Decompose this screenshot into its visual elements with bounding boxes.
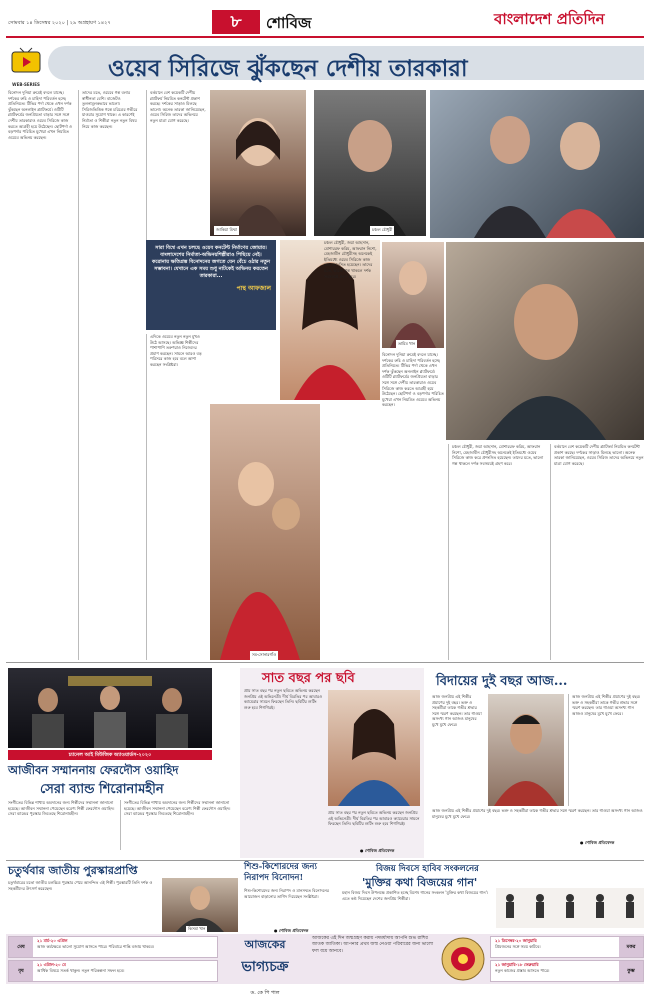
lead-pullquote: সারা বিশ্বে এখন চলছে ওয়েব কনটেন্ট নির্মাণের জোয়ার। বাংলাদেশের নির্মাতা-অভিনয়শিল্পীরাও পিছিয়ে নেই। করোনায় ক্ষতিগ্রস্ত বিনোদনের জগতে যেন বেঁচে ওঠার নতুন সম্ভাবনা। যেখানে এক সময় শুধু নাটকেই অভিনয় করতেন তারকারা... (151, 245, 271, 279)
two-years-body-3: আজ জনপ্রিয় এই শিল্পীর প্রয়াণের দুই বছর। ভক্ত ও সহকর্মীরা তাকে গভীর শ্রদ্ধার সঙ্গে স্মরণ করছেন। তার গাওয়া অসংখ্য গান আজও মানুষের মুখে মুখে ফেরে। (432, 808, 643, 819)
photo-caption-jakia: জাকিয়া মিম্মা (214, 226, 239, 235)
web-series-icon (8, 46, 44, 86)
section-title: শোবিজ (266, 14, 312, 32)
safe-children-credit: ● শোবিজ প্রতিবেদক (274, 928, 309, 933)
awards-banner: চ্যানেল আই মিউজিক অ্যাওয়ার্ডস-২০২০ (8, 750, 212, 760)
awards-body-2: সংগীতের বিভিন্ন শাখায় অবদানের জন্য শিল্পীদের সম্মাননা জানানো হয়েছে। আজীবন সম্মাননা পেয়েছেন বরেণ্য শিল্পী ফেরদৌস ওয়াহিদ। সেরা ব্যান্ডের পুরস্কার জিতেছে শিরোনামহীন। (120, 800, 232, 850)
sign-text: প্রিয়জনের সঙ্গে সময় কাটবে। (495, 944, 541, 949)
section-rule-1 (6, 662, 644, 663)
zodiac-wheel-icon (440, 936, 486, 982)
lead-text-col-1: বিনোদন দুনিয়া ক্রমেই বদলে যাচ্ছে। দর্শকের রুচি ও চাহিদা পরিবর্তন হচ্ছে প্রতিনিয়ত। টিভির পর্দা থেকে এখন দর্শক ঝুঁকছেন অনলাইন প্ল্যাটফর্মে। ওটিটি প্ল্যাটফর্মের জনপ্রিয়তা বাড়ার সঙ্গে সঙ্গে দেশীয় তারকারাও ওয়েব সিরিজে কাজ করতে আগ্রহী হয়ে উঠেছেন। ছোটপর্দা ও বড়পর্দার পরিচিত মুখেরা এখন নিয়মিত ওয়েবে অভিনয় করছেন। (8, 90, 72, 140)
lead-text-col-5a: চঞ্চল চৌধুরী, জয়া আহসান, মোশাররফ করিম, আফরান নিশো, মেহজাবীন চৌধুরীসহ অনেকেই ইতিমধ্যে ওয়েব সিরিজে কাজ করে প্রশংসিত হয়েছেন। তাদের মতে, ভালো গল্প থাকলে দর্শক সবসময়ই গ্রহণ করে। (324, 240, 377, 279)
safe-children-headline: শিশু-কিশোরদের জন্য নিরাপদ বিনোদন! (244, 862, 317, 883)
sign-box (8, 960, 218, 982)
seven-years-body-2: প্রায় সাত বছর পর নতুন ছবিতে অভিনয় করছেন জনপ্রিয় এই অভিনেত্রী। দীর্ঘ বিরতির পর আবারও ক্যামেরার সামনে ফিরছেন তিনি। ছবিটির শুটিং শুরু হবে শিগগিরই। (328, 810, 420, 827)
header-rule (6, 36, 644, 38)
national-photo-caption: কিসমা খান (188, 926, 206, 931)
safe-children-body: শিশু-কিশোরদের জন্য নিরাপদ ও মানসম্মত বিনোদনের আয়োজন বাড়ানোর তাগিদ দিয়েছেন সংশ্লিষ্টরা। (244, 888, 329, 899)
sign-range: ২১ মার্চ-২০ এপ্রিল (37, 938, 68, 943)
lead-photo-tamim (382, 242, 444, 348)
date-line: সোমবার ১৪ ডিসেম্বর ২০২০ | ২৯ অগ্রহায়ণ ১৪২৭ (8, 20, 111, 26)
photo-caption-tamim: তামিম খান (396, 340, 417, 349)
victory-photo (496, 888, 644, 928)
lead-text-col-6: বিনোদন দুনিয়া ক্রমেই বদলে যাচ্ছে। দর্শকের রুচি ও চাহিদা পরিবর্তন হচ্ছে প্রতিনিয়ত। টিভির পর্দা থেকে এখন দর্শক ঝুঁকছেন অনলাইন প্ল্যাটফর্মে। ওটিটি প্ল্যাটফর্মের জনপ্রিয়তা বাড়ার সঙ্গে সঙ্গে দেশীয় তারকারাও ওয়েব সিরিজে কাজ করতে আগ্রহী হয়ে উঠেছেন। ছোটপর্দা ও বড়পর্দার পরিচিত মুখেরা এখন নিয়মিত ওয়েবে অভিনয় করছেন। (382, 352, 444, 408)
national-photo (162, 878, 238, 932)
section-rule-2 (6, 860, 644, 861)
sign-range: ২১ এপ্রিল-২০ মে (37, 962, 66, 967)
horoscope-author: ড. কে পি পাল (247, 990, 284, 998)
victory-headline-1: বিজয় দিবসে হাবিব সংকলনের (376, 864, 479, 874)
lead-headline: ওয়েব সিরিজে ঝুঁকছেন দেশীয় তারকারা (108, 55, 468, 82)
two-years-photo (488, 694, 564, 806)
two-years-credit: ● শোবিজ প্রতিবেদক (580, 840, 615, 845)
lead-photo-man (446, 242, 644, 440)
seven-years-headline: সাত বছর পর ছবি (262, 671, 355, 686)
sign-text: আর্থিক বিষয়ে সতর্ক থাকুন। নতুন পরিকল্পনা সফল হবে। (37, 968, 125, 973)
lead-text-col-4: এদিকে ওয়েবে নতুন নতুন মুখও উঠে আসছে। অভিজ্ঞ শিল্পীদের পাশাপাশি তরুণরাও নিজেদের প্রমাণ করছেন। সামনে আরও বড় পরিসরে কাজ হবে বলে আশা করছেন সংশ্লিষ্টরা। (146, 334, 206, 660)
seven-years-body-1: প্রায় সাত বছর পর নতুন ছবিতে অভিনয় করছেন জনপ্রিয় এই অভিনেত্রী। দীর্ঘ বিরতির পর আবারও ক্যামেরার সামনে ফিরছেন তিনি। ছবিটির শুটিং শুরু হবে শিগগিরই। (244, 688, 323, 710)
national-body: চতুর্থবারের মতো জাতীয় চলচ্চিত্র পুরস্কার পেয়ে আনন্দিত এই শিল্পী। পুরস্কারটি তিনি দর্শক ও সহকর্মীদের উৎসর্গ করেছেন। (8, 880, 153, 891)
two-years-headline: বিদায়ের দুই বছর আজ... (436, 674, 568, 689)
sign-name: মেষ (9, 937, 33, 957)
sign-name: কুম্ভ (619, 961, 643, 981)
lead-photo-chanchal (314, 90, 426, 236)
seven-years-photo (328, 690, 420, 806)
page-number: ৮ (230, 12, 242, 32)
victory-headline-2: 'মুক্তির কথা বিজয়ের গান' (362, 876, 478, 889)
seven-years-credit: ● শোবিজ প্রতিবেদক (360, 848, 395, 853)
national-headline: চতুর্থবার জাতীয় পুরস্কারপ্রাপ্তি (8, 864, 138, 877)
sign-name: মকর (619, 937, 643, 957)
awards-body-1: সংগীতের বিভিন্ন শাখায় অবদানের জন্য শিল্পীদের সম্মাননা জানানো হয়েছে। আজীবন সম্মাননা পেয়েছেন বরেণ্য শিল্পী ফেরদৌস ওয়াহিদ। সেরা ব্যান্ডের পুরস্কার জিতেছে শিরোনামহীন। (8, 800, 115, 817)
lead-text-col-2: তাদের মতে, ওয়েবে গল্প বলার স্বাধীনতা বেশি। বাজেটও তুলনামূলকভাবে ভালো। সিরিজভিত্তিক গল্পে চরিত্রের গভীরে যাওয়ার সুযোগ থাকে। এ কারণেই নির্মাতা ও শিল্পীরা নতুন নতুন বিষয় নিয়ে কাজ করছেন। (78, 90, 142, 660)
page-header (0, 0, 650, 40)
lead-text-col-7: চঞ্চল চৌধুরী, জয়া আহসান, মোশাররফ করিম, আফরান নিশো, মেহজাবীন চৌধুরীসহ অনেকেই ইতিমধ্যে ওয়েব সিরিজে কাজ করে প্রশংসিত হয়েছেন। তাদের মতে, ভালো গল্প থাকলে দর্শক সবসময়ই গ্রহণ করে। (448, 444, 546, 660)
awards-headline-1: আজীবন সম্মাননায় ফেরদৌস ওয়াহিদ (8, 763, 179, 777)
horoscope-title-1: আজকের (244, 938, 286, 951)
sign-text: নতুন কাজের প্রস্তাব আসতে পারে। (495, 968, 550, 973)
sign-box (8, 936, 218, 958)
two-years-body-2: আজ জনপ্রিয় এই শিল্পীর প্রয়াণের দুই বছর। ভক্ত ও সহকর্মীরা তাকে গভীর শ্রদ্ধার সঙ্গে স্মরণ করছেন। তার গাওয়া অসংখ্য গান আজও মানুষের মুখে মুখে ফেরে। (568, 694, 644, 806)
lead-text-col-3: বর্তমানে বেশ কয়েকটি দেশীয় প্ল্যাটফর্ম নিয়মিত কনটেন্ট প্রকাশ করছে। দর্শকের সাড়াও মিলছে ভালো। অনেক তারকা জানিয়েছেন, ওয়েব সিরিজ তাদের অভিনয়ে নতুন মাত্রা যোগ করেছে। (146, 90, 206, 240)
web-series-badge: WEB-SERIES (12, 82, 40, 87)
lead-text-col-8: বর্তমানে বেশ কয়েকটি দেশীয় প্ল্যাটফর্ম নিয়মিত কনটেন্ট প্রকাশ করছে। দর্শকের সাড়াও মিলছে ভালো। অনেক তারকা জানিয়েছেন, ওয়েব সিরিজ তাদের অভিনয়ে নতুন মাত্রা যোগ করেছে। (550, 444, 644, 660)
sign-box (490, 960, 644, 982)
horoscope-intro: আজকের এই দিন জন্মগ্রহণ করায় পদমর্যাদায় আপনি শুভ রাশির জাতক জাতিকা। আপনার প্রথম জন্ম নেওয়া পরিবারের জন্য ভালো ফল বয়ে আনবে। (312, 936, 434, 954)
lead-photo-jakia (210, 90, 306, 236)
awards-headline-2: সেরা ব্যান্ড শিরোনামহীন (40, 782, 164, 797)
awards-photo (8, 668, 212, 748)
sign-range: ২১ জানুয়ারি-১৮ ফেব্রুয়ারি (495, 962, 539, 967)
sign-box (490, 936, 644, 958)
lead-pullquote-box (146, 240, 276, 330)
horoscope-title-2: ভাগ্যচক্র (241, 959, 289, 975)
photo-caption-wedding: সম-সোনারগাঁও (250, 651, 278, 660)
sign-range: ২১ ডিসেম্বর-২০ জানুয়ারি (495, 938, 537, 943)
horoscope-title-box (220, 936, 310, 996)
lead-byline: পান্থ আফজাল (236, 285, 271, 292)
victory-body: মহান বিজয় দিবস উপলক্ষে প্রকাশিত হচ্ছে বিশেষ গানের সংকলন 'মুক্তির কথা বিজয়ের গান'। এতে কণ্ঠ দিয়েছেন দেশের জনপ্রিয় শিল্পীরা। (342, 890, 489, 901)
lead-photo-couple (430, 90, 644, 238)
masthead: বাংলাদেশ প্রতিদিন (494, 10, 605, 28)
sign-text: আজ কর্মক্ষেত্রে ভালো সুযোগ আসতে পারে। পরিবারে শান্তি বজায় থাকবে। (37, 944, 155, 949)
sign-name: বৃষ (9, 961, 33, 981)
two-years-body-1: আজ জনপ্রিয় এই শিল্পীর প্রয়াণের দুই বছর। ভক্ত ও সহকর্মীরা তাকে গভীর শ্রদ্ধার সঙ্গে স্মরণ করছেন। তার গাওয়া অসংখ্য গান আজও মানুষের মুখে মুখে ফেরে। (432, 694, 482, 727)
page-number-box (212, 10, 260, 34)
lead-photo-wedding (210, 404, 320, 660)
photo-caption-chanchal: চঞ্চল চৌধুরী (370, 226, 394, 235)
